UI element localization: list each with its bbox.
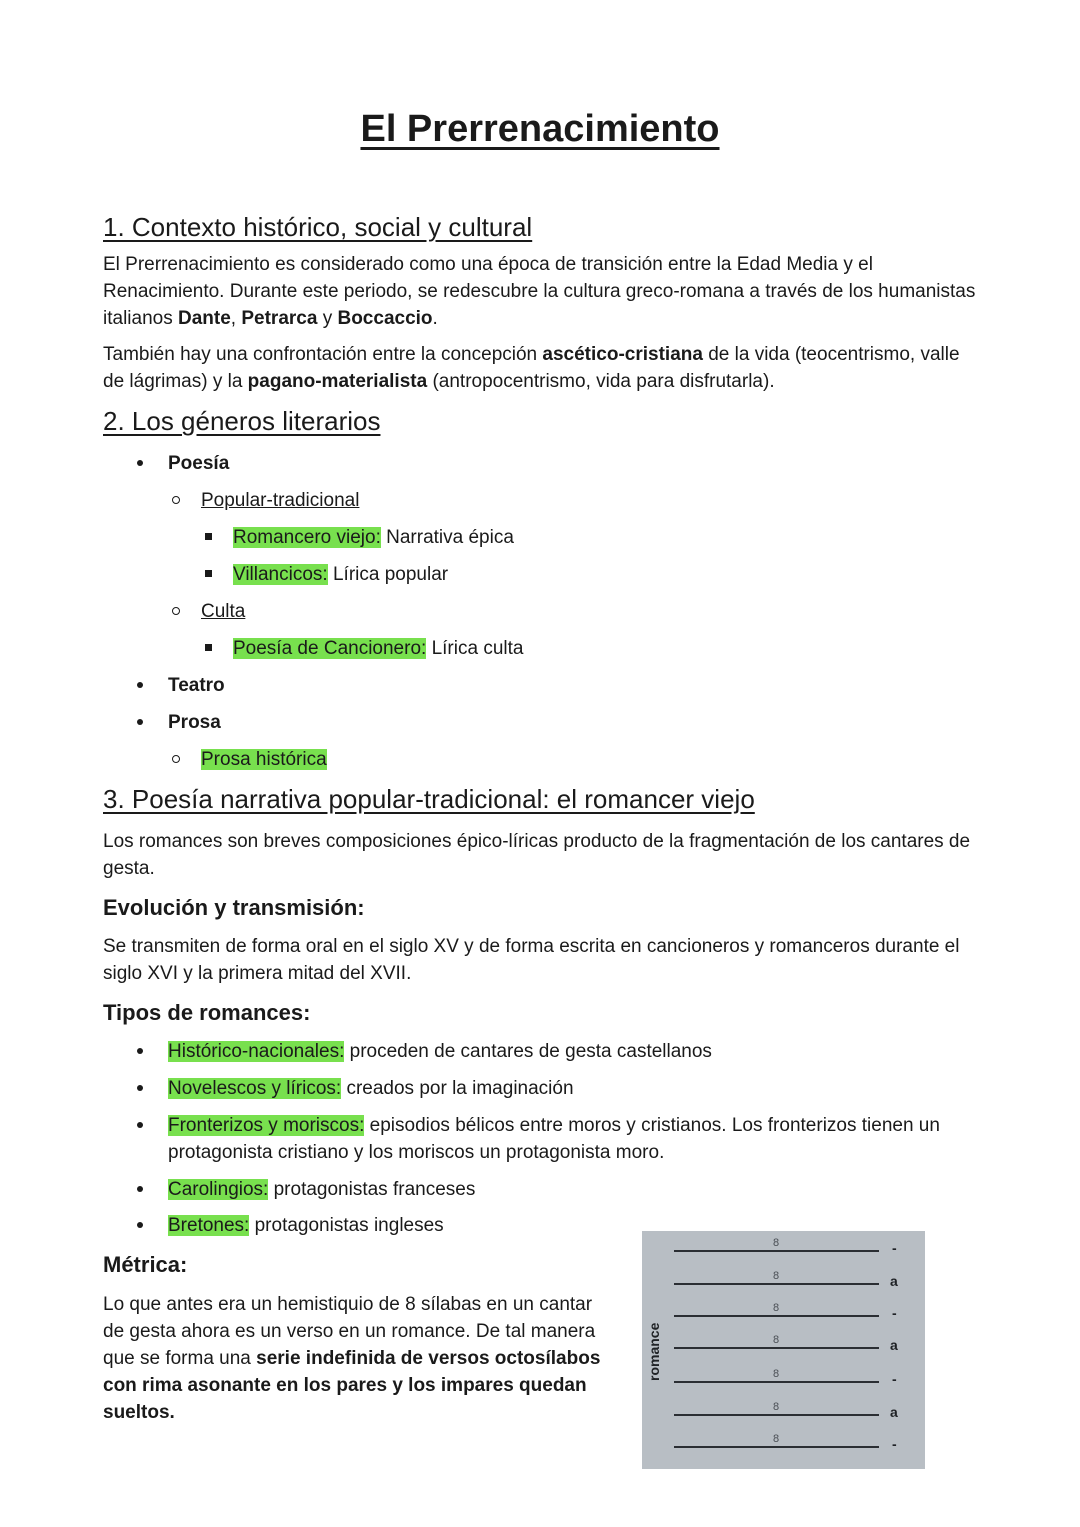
syllable-count: 8 [773, 1368, 780, 1380]
text: También hay una confrontación entre la concepción [103, 344, 543, 365]
bold-boccaccio: Boccaccio [337, 308, 433, 329]
list-item-teatro [168, 672, 225, 699]
text: y [317, 308, 338, 329]
bullet-square-icon [205, 533, 212, 540]
page-title: El Prerrenacimiento [360, 108, 720, 150]
highlight-term: Histórico-nacionales: [168, 1041, 345, 1062]
label: Popular-tradicional [201, 490, 360, 511]
list-item-culta [201, 598, 245, 625]
desc: protagonistas ingleses [249, 1215, 444, 1236]
verse-line [674, 1347, 879, 1349]
highlight-term: Prosa histórica [201, 749, 327, 770]
bullet-circle-icon [172, 607, 180, 615]
syllable-count: 8 [773, 1237, 780, 1249]
section-heading-contexto: 1. Contexto histórico, social y cultural [103, 212, 533, 242]
paragraph-contexto [103, 251, 983, 332]
list-item-cancionero [233, 635, 523, 662]
paragraph-intro-romances: Los romances son breves composiciones épico-líricas producto de la fragmentación de los cantares de gesta. [103, 831, 971, 879]
text: . [432, 308, 438, 329]
syllable-count: 8 [773, 1401, 780, 1413]
desc: protagonistas franceses [268, 1179, 476, 1200]
list-item-tipo [168, 1038, 712, 1065]
text: , [230, 308, 242, 329]
verse-line [674, 1283, 879, 1285]
highlight-term: Poesía de Cancionero: [233, 638, 427, 659]
syllable-count: 8 [773, 1270, 780, 1282]
label: Teatro [168, 675, 225, 696]
bold-petrarca: Petrarca [241, 308, 318, 329]
bold-ascetico: ascético-cristiana [542, 344, 703, 365]
text: Lo que antes era un hemistiquio de 8 sílabas en un cantar de gesta ahora es un verso en un romance. De tal manera que se forma una [103, 1294, 596, 1369]
verse-line [674, 1315, 879, 1317]
desc: Lírica popular [327, 564, 449, 585]
desc: Lírica culta [426, 638, 524, 659]
bullet-dot-icon [137, 719, 143, 725]
paragraph-evolucion: Se transmiten de forma oral en el siglo XV y de forma escrita en cancioneros y romanceros durante el siglo XVI y la primera mitad del XVII. [103, 936, 960, 984]
highlight-term: Romancero viejo: [233, 527, 381, 548]
list-item-tipo [168, 1176, 475, 1203]
bold-serie: serie indefinida de versos octosílabos con rima asonante en los pares y los impares quedan sueltos. [103, 1348, 601, 1423]
verse-line [674, 1250, 879, 1252]
rhyme-mark: - [892, 1240, 897, 1256]
list-item-villancicos [233, 561, 448, 588]
list-item-poesia [168, 450, 229, 477]
bold-pagano: pagano-materialista [247, 371, 428, 392]
label: Poesía [168, 453, 230, 474]
figure-label: romance [646, 1322, 662, 1381]
syllable-count: 8 [773, 1433, 780, 1445]
bullet-dot-icon [137, 1048, 143, 1054]
subheading-evolucion: Evolución y transmisión: [103, 895, 365, 920]
syllable-count: 8 [773, 1334, 780, 1346]
bullet-square-icon [205, 570, 212, 577]
syllable-count: 8 [773, 1302, 780, 1314]
rhyme-mark: - [892, 1305, 897, 1321]
bullet-dot-icon [137, 1222, 143, 1228]
section-heading-generos: 2. Los géneros literarios [103, 406, 381, 436]
paragraph-metrica [103, 1291, 613, 1426]
bullet-circle-icon [172, 755, 180, 763]
bullet-dot-icon [137, 682, 143, 688]
list-item-romancero [233, 524, 514, 551]
paragraph-confrontacion [103, 341, 983, 395]
label: Prosa [168, 712, 221, 733]
desc: Narrativa épica [380, 527, 514, 548]
romance-scheme-figure [642, 1231, 925, 1469]
list-item-tipo [168, 1075, 574, 1102]
verse-line [674, 1446, 879, 1448]
highlight-term: Bretones: [168, 1215, 250, 1236]
rhyme-mark: a [890, 1404, 898, 1420]
section-heading-romancero: 3. Poesía narrativa popular-tradicional: el romancer viejo [103, 784, 755, 814]
text: (antropocentrismo, vida para disfrutarla). [427, 371, 775, 392]
list-item-popular [201, 487, 359, 514]
highlight-term: Novelescos y líricos: [168, 1078, 342, 1099]
subheading-metrica: Métrica: [103, 1252, 188, 1277]
text: de la vida (teocentrismo, valle de lágrimas) y la [103, 344, 960, 392]
rhyme-mark: a [890, 1273, 898, 1289]
desc: proceden de cantares de gesta castellanos [344, 1041, 712, 1062]
list-item-prosa-historica [201, 746, 327, 773]
highlight-term: Villancicos: [233, 564, 328, 585]
list-item-tipo [168, 1112, 983, 1166]
rhyme-mark: - [892, 1436, 897, 1452]
desc: episodios bélicos entre moros y cristianos. Los fronterizos tienen un protagonista cristiano y los moriscos un protagonista moro. [168, 1115, 940, 1163]
rhyme-mark: a [890, 1337, 898, 1353]
bullet-dot-icon [137, 1085, 143, 1091]
highlight-term: Carolingios: [168, 1179, 269, 1200]
text: El Prerrenacimiento es considerado como una época de transición entre la Edad Media y el Renacimiento. Durante este periodo, se redescubre la cultura greco-romana a través de los humanistas italianos [103, 254, 976, 329]
desc: creados por la imaginación [341, 1078, 574, 1099]
rhyme-mark: - [892, 1371, 897, 1387]
label: Culta [201, 601, 246, 622]
bold-dante: Dante [178, 308, 231, 329]
list-item-tipo [168, 1212, 444, 1239]
bullet-circle-icon [172, 496, 180, 504]
verse-line [674, 1414, 879, 1416]
bullet-dot-icon [137, 1186, 143, 1192]
verse-line [674, 1381, 879, 1383]
subheading-tipos: Tipos de romances: [103, 1000, 311, 1025]
highlight-term: Fronterizos y moriscos: [168, 1115, 365, 1136]
bullet-square-icon [205, 644, 212, 651]
bullet-dot-icon [137, 1122, 143, 1128]
bullet-dot-icon [137, 460, 143, 466]
list-item-prosa [168, 709, 221, 736]
